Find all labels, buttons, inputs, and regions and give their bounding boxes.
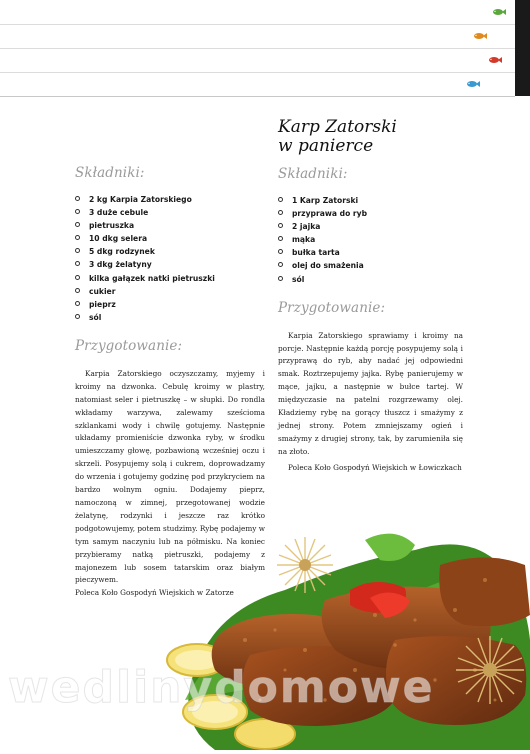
list-item: 3 dkg żelatyny [75,258,265,271]
fried-carp-image [155,520,530,750]
bullet-circle-icon [75,314,80,319]
bullet-circle-icon [278,210,283,215]
preparation-text: Karpia Zatorskiego oczyszczamy, myjemy i kroimy na dzwonka. Cebulę kroimy w plastry, natomiast seler i pietruszkę – w słupki. Do rondla wkładamy warzywa, zalewamy sześcioma szklankami wody i chwilę gotujemy. Następnie układamy promieniście dzwonka ryby, w środku umieszczamy głowę, pozbawioną wcześniej oczu i skrzeli. Posypujemy solą i cukrem, doprowadzamy do wrzenia i gotujemy godzinę pod przykryciem na bardzo wolnym ogniu. Dodajemy pieprz, namoczoną w zimnej, przegotowanej wodzie żelatynę, rodzynki i jeszcze raz krótko podgotowujemy, potem studzimy. Rybę podajemy w tym samym naczyniu lub na półmisku. Na koniec przybieramy natką pietruszki, podajemy z majonezem lub sosem tatarskim oraz białym pieczywem. [75,368,265,585]
bullet-circle-icon [75,235,80,240]
recipe-title-line: w panierce [278,136,374,156]
preparation-heading: Przygotowanie: [278,299,386,316]
preparation-heading: Przygotowanie: [75,337,183,354]
bullet-circle-icon [278,276,283,281]
bullet-circle-icon [75,275,80,280]
ingredients-heading: Składniki: [278,166,348,182]
list-item: olej do smażenia [278,259,463,272]
list-item: pietruszka [75,219,265,232]
bullet-circle-icon [75,288,80,293]
list-item: przyprawa do ryb [278,207,463,220]
list-item: pieprz [75,298,265,311]
credit-line: Poleca Koło Gospodyń Wiejskich w Łowiczkach [288,462,462,472]
list-item: 2 kg Karpia Zatorskiego [75,193,265,206]
bullet-circle-icon [278,262,283,267]
list-item: sól [75,311,265,324]
fish-icon-blue [466,80,480,88]
list-item: cukier [75,285,265,298]
tab-divider [0,72,515,73]
bullet-circle-icon [75,196,80,201]
list-item: 2 jajka [278,220,463,233]
ingredients-list [278,194,463,286]
list-item: kilka gałązek natki pietruszki [75,272,265,285]
bullet-circle-icon [75,209,80,214]
fried-carp-photo [155,520,530,750]
fish-icon-red [488,56,502,64]
list-item: bułka tarta [278,246,463,259]
tab-divider [0,96,515,97]
list-item: mąka [278,233,463,246]
credit-line: Poleca Koło Gospodyń Wiejskich w Zatorze [75,588,234,598]
bullet-circle-icon [75,261,80,266]
bullet-circle-icon [75,248,80,253]
page-edge-bar [515,0,530,96]
list-item: 3 duże cebule [75,206,265,219]
right-recipe [278,118,463,475]
list-item: 1 Karp Zatorski [278,194,463,207]
bullet-circle-icon [75,301,80,306]
fish-icon-green [492,8,506,16]
bullet-circle-icon [278,197,283,202]
tab-divider [0,48,515,49]
list-item: 5 dkg rodzynek [75,245,265,258]
watermark-text: wedlinydomowe [8,662,435,713]
bullet-circle-icon [278,236,283,241]
preparation-text: Karpia Zatorskiego sprawiamy i kroimy na porcje. Następnie każdą porcję posypujemy solą i przyprawą do ryb, aby nadać jej odpowiedni smak. Roztrzepujemy jajka. Rybę panierujemy w mące, jajku, a następnie w bułce tartej. W międzyczasie na patelni rozgrzewamy olej. Kładziemy rybę na gorący tłuszcz i smażymy z jednej strony. Potem zmniejszamy ogień i smażymy z drugiej strony, tak, by zarumieniła się na złoto. [278,330,463,456]
ingredients-list [75,193,265,324]
recipe-title-line: Karp Zatorski [278,117,397,137]
bullet-circle-icon [278,249,283,254]
list-item: sól [278,273,463,286]
bullet-circle-icon [278,223,283,228]
ingredients-heading: Składniki: [75,165,145,181]
bullet-circle-icon [75,222,80,227]
list-item: 10 dkg selera [75,232,265,245]
tab-divider [0,24,515,25]
fish-icon-orange [473,32,487,40]
section-tabs [0,0,515,97]
recipe-title [278,118,463,156]
